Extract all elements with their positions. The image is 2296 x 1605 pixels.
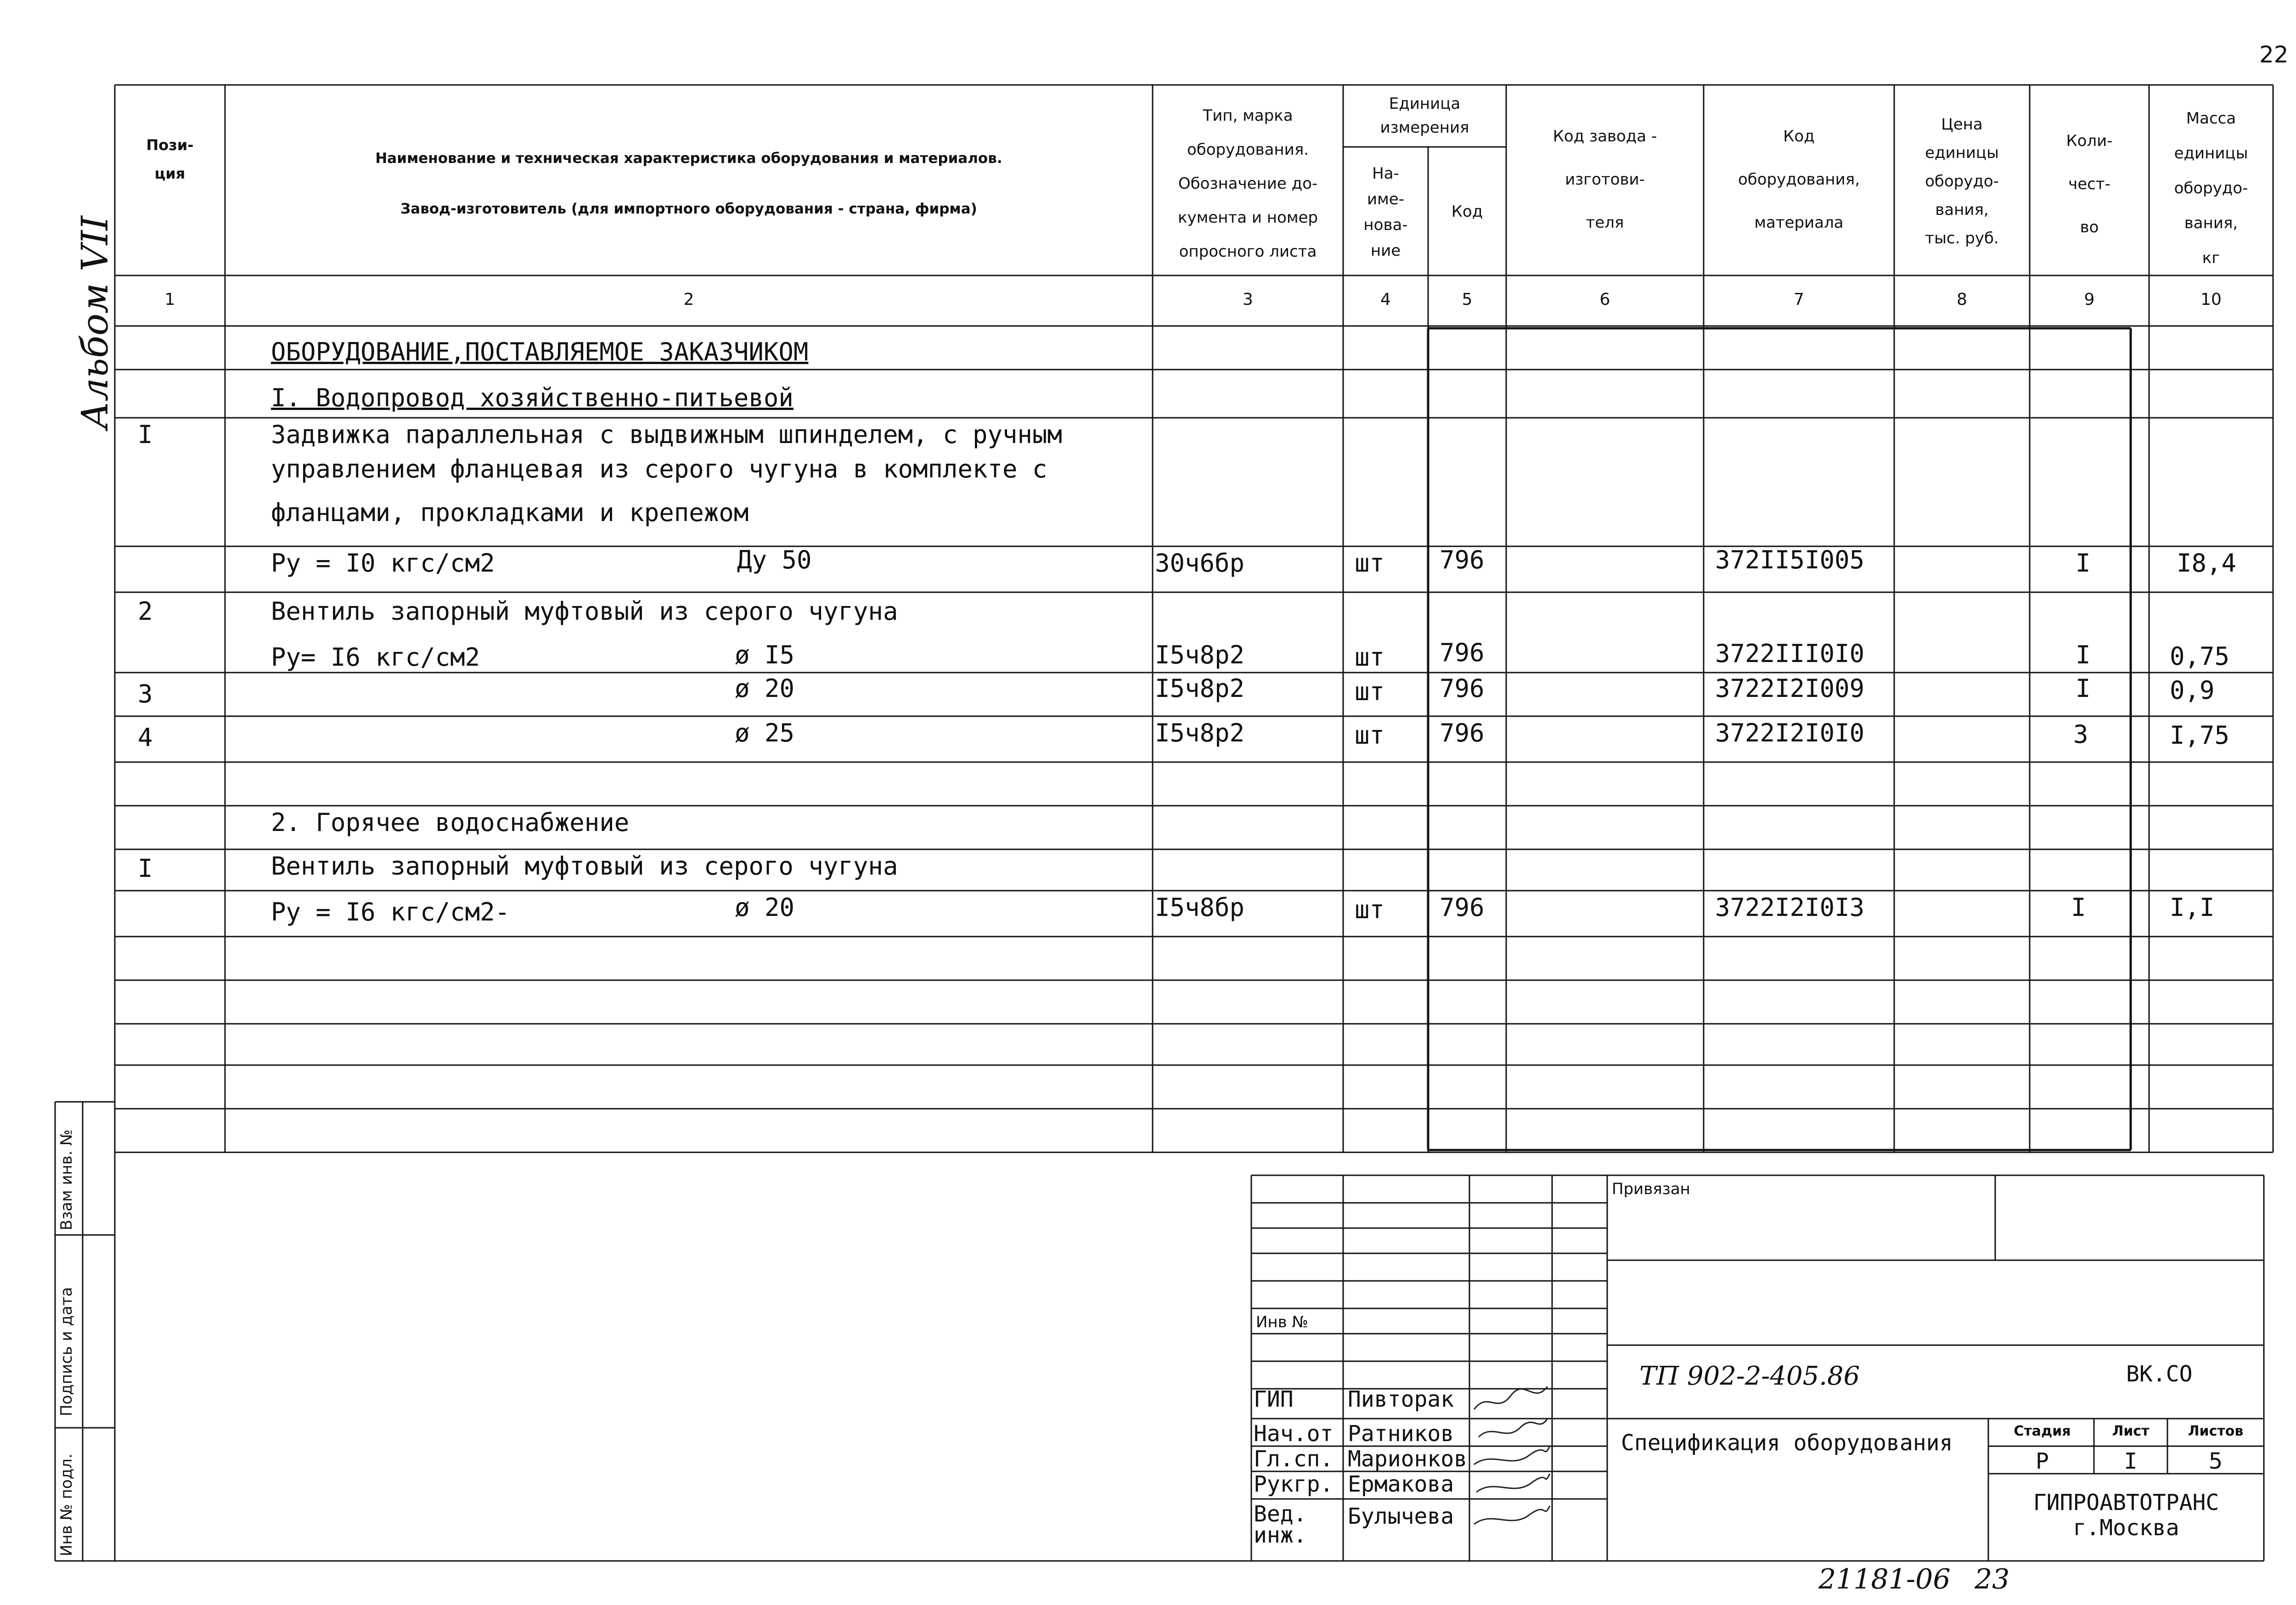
subsection-title xyxy=(271,383,793,412)
header-unit-code: Код xyxy=(1451,202,1483,221)
row-code: 796 xyxy=(1440,638,1485,667)
col-number: 9 xyxy=(2084,290,2095,309)
header-unit-name: На- име- нова- ние xyxy=(1363,164,1408,260)
subsection-title xyxy=(271,808,629,837)
stamp-person: Ратников xyxy=(1348,1421,1454,1447)
stamp-role: Нач.от xyxy=(1254,1421,1334,1447)
row-unit: шт xyxy=(1355,643,1385,672)
row-code: 796 xyxy=(1440,893,1485,922)
row-unit: шт xyxy=(1355,721,1385,750)
row-type: I5ч8р2 xyxy=(1155,674,1245,703)
stamp-stage-label: Стадия xyxy=(2014,1423,2071,1439)
stamp-title: Спецификация оборудования xyxy=(1621,1430,1953,1456)
stamp-privyazan: Привязан xyxy=(1612,1180,1690,1198)
row-type: 30ч6бр xyxy=(1155,549,1245,578)
row-name: Ру = I0 кгс/см2 xyxy=(271,549,495,578)
row-mass: 0,9 xyxy=(2170,676,2215,705)
side-label-signature-date: Подпись и дата xyxy=(57,1287,76,1416)
header-quantity: Коли- чест- во xyxy=(2066,132,2113,236)
row-eqcode: 3722III0I0 xyxy=(1715,639,1865,668)
row-type: I5ч8р2 xyxy=(1155,640,1245,669)
row-mass: I,I xyxy=(2170,893,2215,922)
row-position: 2 xyxy=(138,597,153,626)
album-label: Альбом VII xyxy=(73,216,116,429)
row-position: I xyxy=(138,854,153,883)
side-label-inv-podl: Инв № подл. xyxy=(57,1453,76,1556)
subsection-text: 2. Горячее водоснабжение xyxy=(271,808,630,837)
row-mass: I8,4 xyxy=(2177,549,2237,578)
col-number: 7 xyxy=(1794,290,1804,309)
stamp-person: Пивторак xyxy=(1348,1386,1454,1412)
stamp-person: Марионков xyxy=(1348,1446,1468,1472)
page-number: 22 xyxy=(2259,41,2289,68)
row-code: 796 xyxy=(1440,718,1485,747)
row-eqcode: 372II5I005 xyxy=(1715,545,1865,574)
subsection-text: I. Водопровод хозяйственно-питьевой xyxy=(271,383,793,412)
stamp-sheets-label: Листов xyxy=(2188,1423,2244,1439)
stamp-role: Гл.сп. xyxy=(1254,1446,1334,1472)
col-number: 4 xyxy=(1380,290,1391,309)
stamp-org: ГИПРОАВТОТРАНС xyxy=(2033,1490,2219,1515)
row-size: ø I5 xyxy=(735,640,795,669)
col-number: 3 xyxy=(1243,290,1253,309)
stamp-role: Вед. инж. xyxy=(1254,1501,1307,1548)
row-size: Ду 50 xyxy=(737,545,812,574)
header-position: Пози- ция xyxy=(146,136,194,182)
col-number: 2 xyxy=(683,290,694,309)
header-equipment-code: Код оборудования, материала xyxy=(1738,127,1860,232)
row-qty: I xyxy=(2076,640,2091,669)
header-mass: Масса единицы оборудо- вания, кг xyxy=(2174,109,2248,267)
header-factory-code: Код завода - изготови- теля xyxy=(1553,127,1657,232)
stamp-person: Ермакова xyxy=(1348,1471,1454,1497)
row-qty: 3 xyxy=(2073,720,2088,749)
row-code: 796 xyxy=(1440,545,1485,574)
signatures xyxy=(1469,1373,1552,1538)
stamp-role: Рукгр. xyxy=(1254,1471,1334,1497)
row-unit: шт xyxy=(1355,895,1385,924)
row-qty: I xyxy=(2076,549,2091,578)
stamp-inv-label: Инв № xyxy=(1256,1313,1308,1331)
row-mass: 0,75 xyxy=(2170,642,2230,671)
col-number: 6 xyxy=(1599,290,1610,309)
section-title: ОБОРУДОВАНИЕ,ПОСТАВЛЯЕМОЕ ЗАКАЗЧИКОМ xyxy=(271,337,809,366)
row-position: 3 xyxy=(138,679,153,708)
stamp-role: ГИП xyxy=(1254,1386,1294,1412)
stamp-sheets: 5 xyxy=(2208,1448,2223,1474)
header-type: Тип, марка оборудования. Обозначение до- кумента и номер опросного листа xyxy=(1178,107,1318,261)
row-eqcode: 3722I2I009 xyxy=(1715,674,1865,703)
col-number: 10 xyxy=(2200,290,2222,309)
row-unit: шт xyxy=(1355,549,1385,578)
row-position: 4 xyxy=(138,723,153,752)
col-number: 8 xyxy=(1957,290,1967,309)
header-unit-group: Единица измерения xyxy=(1380,95,1469,137)
row-position: I xyxy=(138,420,153,449)
row-name: фланцами, прокладками и крепежом xyxy=(271,498,749,527)
row-size: ø 20 xyxy=(735,893,795,922)
stamp-sheet-code: ВК.СО xyxy=(2126,1361,2193,1387)
row-name: управлением фланцевая из серого чугуна в комплекте с xyxy=(271,455,1047,483)
col-number: 1 xyxy=(164,290,175,309)
row-type: I5ч8бр xyxy=(1155,893,1245,922)
col-number: 5 xyxy=(1462,290,1473,309)
row-unit: шт xyxy=(1355,677,1385,706)
stamp-person: Булычева xyxy=(1348,1504,1454,1529)
row-eqcode: 3722I2I0I0 xyxy=(1715,718,1865,747)
stamp-sheet-label: Лист xyxy=(2112,1423,2150,1439)
row-mass: I,75 xyxy=(2170,721,2230,750)
row-eqcode: 3722I2I0I3 xyxy=(1715,893,1865,922)
stamp-city: г.Москва xyxy=(2073,1515,2179,1541)
row-name: Задвижка параллельная с выдвижным шпинделем, с ручным xyxy=(271,420,1063,449)
row-size: ø 20 xyxy=(735,674,795,703)
header-name: Наименование и техническая характеристика оборудования и материалов. Завод-изготовитель (для импортного оборудования - страна, фирма) xyxy=(375,150,1002,217)
row-code: 796 xyxy=(1440,674,1485,703)
stamp-stage: Р xyxy=(2036,1448,2049,1474)
header-price: Цена единицы оборудо- вания, тыс. руб. xyxy=(1925,115,1999,247)
row-type: I5ч8р2 xyxy=(1155,718,1245,747)
footer-code: 21181-06 xyxy=(1818,1563,1951,1595)
row-name: Вентиль запорный муфтовый из серого чугуна xyxy=(271,852,898,881)
row-qty: I xyxy=(2071,893,2086,922)
stamp-doc-code: ТП 902-2-405.86 xyxy=(1639,1361,1860,1391)
stamp-sheet: I xyxy=(2124,1448,2138,1474)
row-name: Вентиль запорный муфтовый из серого чугуна xyxy=(271,597,898,626)
row-name: Ру = I6 кгс/см2- xyxy=(271,898,510,926)
row-size: ø 25 xyxy=(735,718,795,747)
row-qty: I xyxy=(2076,674,2091,703)
side-label-vzam-inv: Взам инв. № xyxy=(57,1129,76,1230)
footer-page: 23 xyxy=(1975,1563,2010,1595)
row-name: Ру= I6 кгс/см2 xyxy=(271,643,480,672)
